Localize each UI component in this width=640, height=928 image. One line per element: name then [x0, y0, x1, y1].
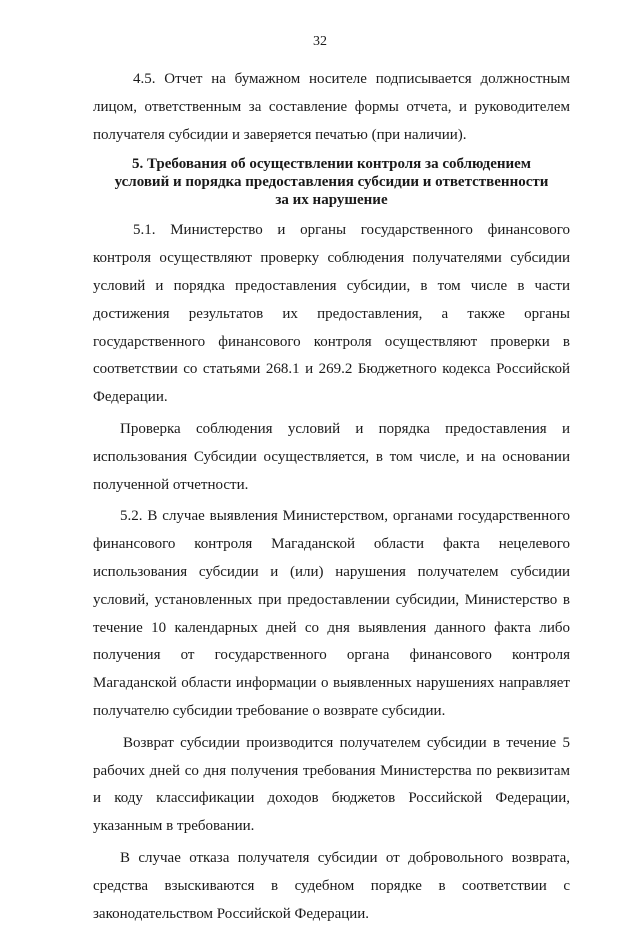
paragraph-4-5: 4.5. Отчет на бумажном носителе подписывается должностным лицом, ответственным за составление формы отчета, и руководителем получателя субсидии и заверяется печатью (при наличии). [93, 71, 570, 143]
paragraph-5-2: 5.2. В случае выявления Министерством, органами государственного финансового контроля Магаданской области факта нецелевого использования субсидии и (или) нарушения получателем субсидии условий, установленных при предоставлении субсидии, Министерство в течение 10 календарных дней со дня выявления данного факта либо получения от государственного органа финансового контроля Магаданской области информации о выявленных нарушениях направляет получателю субсидии требование о возврате субсидии. [93, 508, 570, 719]
section-5-heading [93, 155, 570, 209]
section-5-heading-line-2: условий и порядка предоставления субсидии и ответственности [114, 174, 549, 191]
paragraph-5-1: 5.1. Министерство и органы государственного финансового контроля осуществляют проверку соблюдения получателями субсидии условий и порядка предоставления субсидии, в том числе в части достижения результатов их предоставления, а также органы государственного финансового контроля осуществляют проверки в соответствии со статьями 268.1 и 269.2 Бюджетного кодекса Российской Федерации. [93, 222, 570, 406]
document-body [93, 66, 570, 928]
paragraph-verification: Проверка соблюдения условий и порядка предоставления и использования Субсидии осуществляется, в том числе, и на основании полученной отчетности. [93, 420, 570, 493]
section-5-heading-line-1: 5. Требования об осуществлении контроля за соблюдением [131, 156, 532, 173]
section-5-heading-line-3: за их нарушение [275, 192, 388, 209]
paragraph-refusal: В случае отказа получателя субсидии от добровольного возврата, средства взыскиваются в судебном порядке в соответствии с законодательством Российской Федерации. [93, 849, 570, 922]
paragraph-refund: Возврат субсидии производится получателем субсидии в течение 5 рабочих дней со дня получения требования Министерства по реквизитам и коду классификации доходов бюджетов Российской Федерации, указанным в требовании. [93, 734, 570, 835]
page-number: 32 [313, 34, 327, 49]
